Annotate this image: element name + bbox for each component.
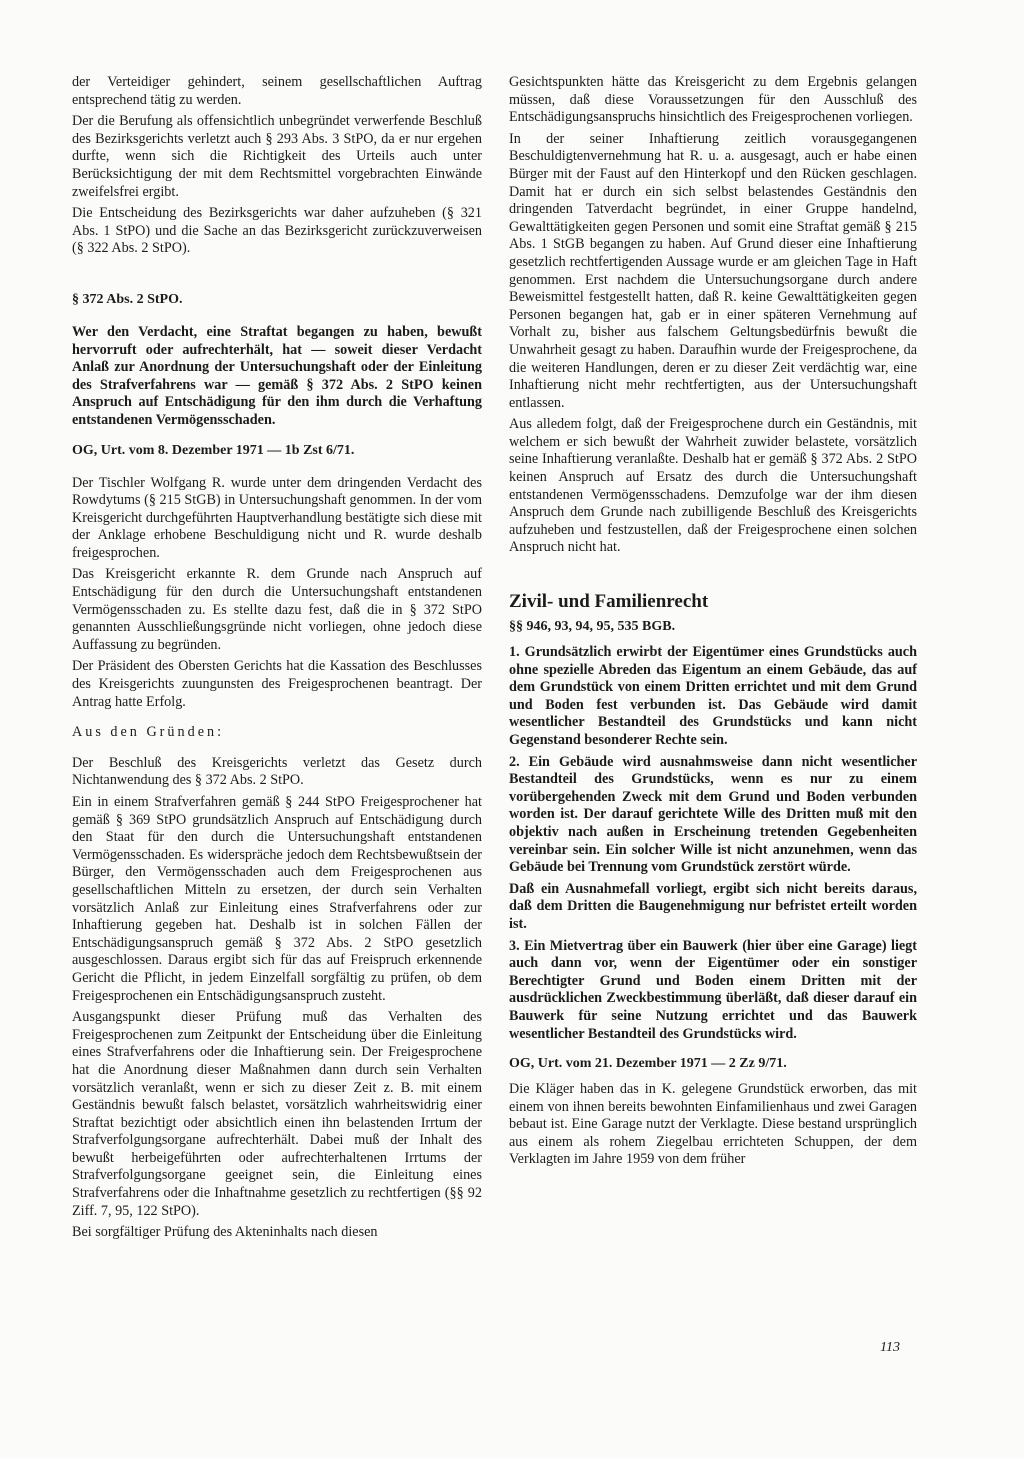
right-column bbox=[509, 74, 917, 1169]
paragraph: In der seiner Inhaftierung zeitlich vorausgegangenen Beschuldigtenvernehmung hat R. u. a. ausgesagt, auch er habe einen Bürger mit der Faust auf den Hinterkopf und den Rücken geschlagen. Damit hat er durch ein sich selbst belastendes Geständnis den dringenden Tatverdacht begründet, in einer Gruppe handelnd, Gewalttätigkeiten gegen Personen und somit eine Straftat gemäß § 215 Abs. 1 StGB begangen zu haben. Auf Grund dieser eine Inhaftierung gesetzlich rechtfertigenden Aussage wurde er am gleichen Tage in Haft genommen. Erst nachdem die Untersuchungsorgane durch andere Beweismittel festgestellt hatten, daß R. keine Gewalttätigkeiten gegen Personen begangen hat, gab er in einer späteren Vernehmung auf Vorhalt zu, bisher aus falschem Geltungsbedürfnis bewußt die Unwahrheit gesagt zu haben. Daraufhin wurde der Freigesprochene, da die weiteren Handlungen, deren er zu dieser Zeit verdächtig war, eine Inhaftierung nicht mehr rechtfertigten, aus der Untersuchungshaft entlassen. bbox=[509, 130, 917, 411]
decision-reference: OG, Urt. vom 21. Dezember 1971 — 2 Zz 9/71. bbox=[509, 1056, 787, 1072]
headnote: 3. Ein Mietvertrag über ein Bauwerk (hier über eine Garage) liegt auch dann vor, wenn der Eigentümer oder ein sonstiger Berechtigter Grund und Boden einem Dritten mit der ausdrücklichen Zweckbestimmung überläßt, daß dieser darauf ein Bauwerk für seine Nutzung errichtet und das Bauwerk wesentlicher Bestandteil des Grundstücks wird. bbox=[509, 937, 917, 1042]
paragraph: Der die Berufung als offensichtlich unbegründet verwerfende Beschluß des Bezirksgerichts verletzt auch § 293 Abs. 3 StPO, da er nur ergehen durfte, wenn sich die Richtigkeit des Urteils auch unter Berücksichtigung der mit dem Rechtsmittel vorgebrachten Einwände zweifelsfrei ergibt. bbox=[72, 113, 482, 200]
paragraph: der Verteidiger gehindert, seinem gesellschaftlichen Auftrag entsprechend tätig zu werden. bbox=[72, 74, 482, 108]
reasons-heading: Aus den Gründen: bbox=[72, 724, 225, 741]
headnote: 2. Ein Gebäude wird ausnahmsweise dann nicht wesentlicher Bestandteil des Grundstücks, wenn es nur zu einem vorübergehenden Zweck mit dem Grund und Boden verbunden worden ist. Der darauf gerichtete Wille des Dritten muß mit den objektiv nach außen in Erscheinung tretenden Gegebenheiten vereinbar sein. Ein solcher Wille ist nicht anzunehmen, wenn das Gebäude bei Trennung vom Grundstück zerstört würde. bbox=[509, 753, 917, 876]
decision-reference: OG, Urt. vom 8. Dezember 1971 — 1b Zst 6/71. bbox=[72, 442, 355, 458]
paragraph: Ausgangspunkt dieser Prüfung muß das Verhalten des Freigesprochenen zum Zeitpunkt der Entscheidung über die Einleitung eines Strafverfahrens oder die Inhaftierung sein. Der Freigesprochene hat die Anordnung dieser Maßnahmen dann durch sein Verhalten vorsätzlich veranlaßt, wenn er sich zu dieser Zeit z. B. mit einem Geständnis bewußt falsch belastet, vorsätzlich wahrheitswidrig einer Straftat bezichtigt oder absichtlich einen ihn belastenden Irrtum der Strafverfolgungsorgane aufrechterhält. Dabei muß der Inhalt des bewußt herbeigeführten oder aufrechterhaltenen Irrtums der Strafverfolgungsorgane geeignet sein, die Einleitung eines Strafverfahrens oder die Inhaftnahme gesetzlich zu rechtfertigen (§§ 92 Ziff. 7, 95, 122 StPO). bbox=[72, 1009, 482, 1219]
paragraph: Die Entscheidung des Bezirksgerichts war daher aufzuheben (§ 321 Abs. 1 StPO) und die Sache an das Bezirksgericht zurückzuverweisen (§ 322 Abs. 2 StPO). bbox=[72, 205, 482, 257]
section-heading: Zivil- und Familienrecht bbox=[509, 591, 709, 613]
paragraph: Der Beschluß des Kreisgerichts verletzt das Gesetz durch Nichtanwendung des § 372 Abs. 2 StPO. bbox=[72, 754, 482, 789]
section-reference: § 372 Abs. 2 StPO. bbox=[72, 291, 183, 307]
headnote: Wer den Verdacht, eine Straftat begangen zu haben, bewußt hervorruft oder aufrechterhält, hat — soweit dieser Verdacht Anlaß zur Anordnung der Untersuchungshaft oder der Einleitung des Strafverfahrens war — gemäß § 372 Abs. 2 StPO keinen Anspruch auf Entschädigung für den ihm durch die Verhaftung entstandenen Vermögensschaden. bbox=[72, 323, 482, 428]
headnote: Daß ein Ausnahmefall vorliegt, ergibt sich nicht bereits daraus, daß dem Dritten die Baugenehmigung nur befristet erteilt worden ist. bbox=[509, 880, 917, 932]
page-number: 113 bbox=[880, 1340, 900, 1355]
paragraph: Bei sorgfältiger Prüfung des Akteninhalts nach diesen bbox=[72, 1224, 378, 1241]
paragraph: Gesichtspunkten hätte das Kreisgericht zu dem Ergebnis gelangen müssen, daß diese Voraussetzungen für den Ausschluß des Entschädigungsanspruchs hinsichtlich des Freigesprochenen vorliegen. bbox=[509, 74, 917, 126]
paragraph: Die Kläger haben das in K. gelegene Grundstück erworben, das mit einem von ihnen bereits bewohnten Einfamilienhaus und zwei Garagen bebaut ist. Eine Garage nutzt der Verklagte. Diese bestand ursprünglich aus einem als rohem Ziegelbau errichteten Schuppen, der dem Verklagten im Jahre 1959 von dem früher bbox=[509, 1081, 917, 1168]
paragraph: Der Präsident des Obersten Gerichts hat die Kassation des Beschlusses des Kreisgerichts zuungunsten des Freigesprochenen beantragt. Der Antrag hatte Erfolg. bbox=[72, 658, 482, 710]
paragraph: Ein in einem Strafverfahren gemäß § 244 StPO Freigesprochener hat gemäß § 369 StPO grundsätzlich Anspruch auf Entschädigung durch den Staat für den durch die Untersuchungshaft entstandenen Vermögensschaden. Es widerspräche jedoch dem Rechtsbewußtsein der Bürger, den Vermögensschaden auch dem Freigesprochenen aus gesellschaftlichen Mitteln zu ersetzen, der durch sein Verhalten vorsätzlich Anlaß zur Einleitung eines Strafverfahrens oder zur Inhaftierung gegeben hat. Deshalb ist in solchen Fällen der Entschädigungsanspruch gemäß § 372 Abs. 2 StPO gesetzlich ausgeschlossen. Daraus ergibt sich für das auf Freispruch erkennende Gericht die Pflicht, in jedem Einzelfall sorgfältig zu prüfen, ob dem Freigesprochenen ein Entschädigungsanspruch zusteht. bbox=[72, 794, 482, 1004]
paragraph: Das Kreisgericht erkannte R. dem Grunde nach Anspruch auf Entschädigung für den durch die Untersuchungshaft entstandenen Vermögensschaden zu. Es stellte dazu fest, daß die in § 372 StPO genannten Ausschließungsgründe nicht vorliegen, ohne jedoch diese Auffassung zu begründen. bbox=[72, 566, 482, 653]
left-column bbox=[72, 74, 482, 1242]
paragraph: Der Tischler Wolfgang R. wurde unter dem dringenden Verdacht des Rowdytums (§ 215 StGB) in Untersuchungshaft genommen. In der vom Kreisgericht durchgeführten Hauptverhandlung bestätigte sich diese mit der Anklage erhobene Beschuldigung nicht und R. wurde deshalb freigesprochen. bbox=[72, 474, 482, 561]
headnote: 1. Grundsätzlich erwirbt der Eigentümer eines Grundstücks auch ohne spezielle Abreden das Eigentum an einem Gebäude, das auf dem Grundstück von einem Dritten errichtet und mit dem Grund und Boden fest verbunden ist. Das Gebäude wird damit wesentlicher Bestandteil des Grundstücks und kann nicht Gegenstand besonderer Rechte sein. bbox=[509, 644, 917, 748]
paragraph: Aus alledem folgt, daß der Freigesprochene durch ein Geständnis, mit welchem er sich bewußt der Wahrheit zuwider belastete, vorsätzlich seine Inhaftierung veranlaßte. Deshalb hat er gemäß § 372 Abs. 2 StPO keinen Anspruch auf Ersatz des durch die Untersuchungshaft entstandenen Vermögensschadens. Demzufolge war der ihm diesen Anspruch dem Grunde nach zubilligende Beschluß des Kreisgerichts aufzuheben und festzustellen, daß der Freigesprochene einen solchen Anspruch nicht hat. bbox=[509, 416, 917, 556]
section-reference: §§ 946, 93, 94, 95, 535 BGB. bbox=[509, 619, 676, 635]
